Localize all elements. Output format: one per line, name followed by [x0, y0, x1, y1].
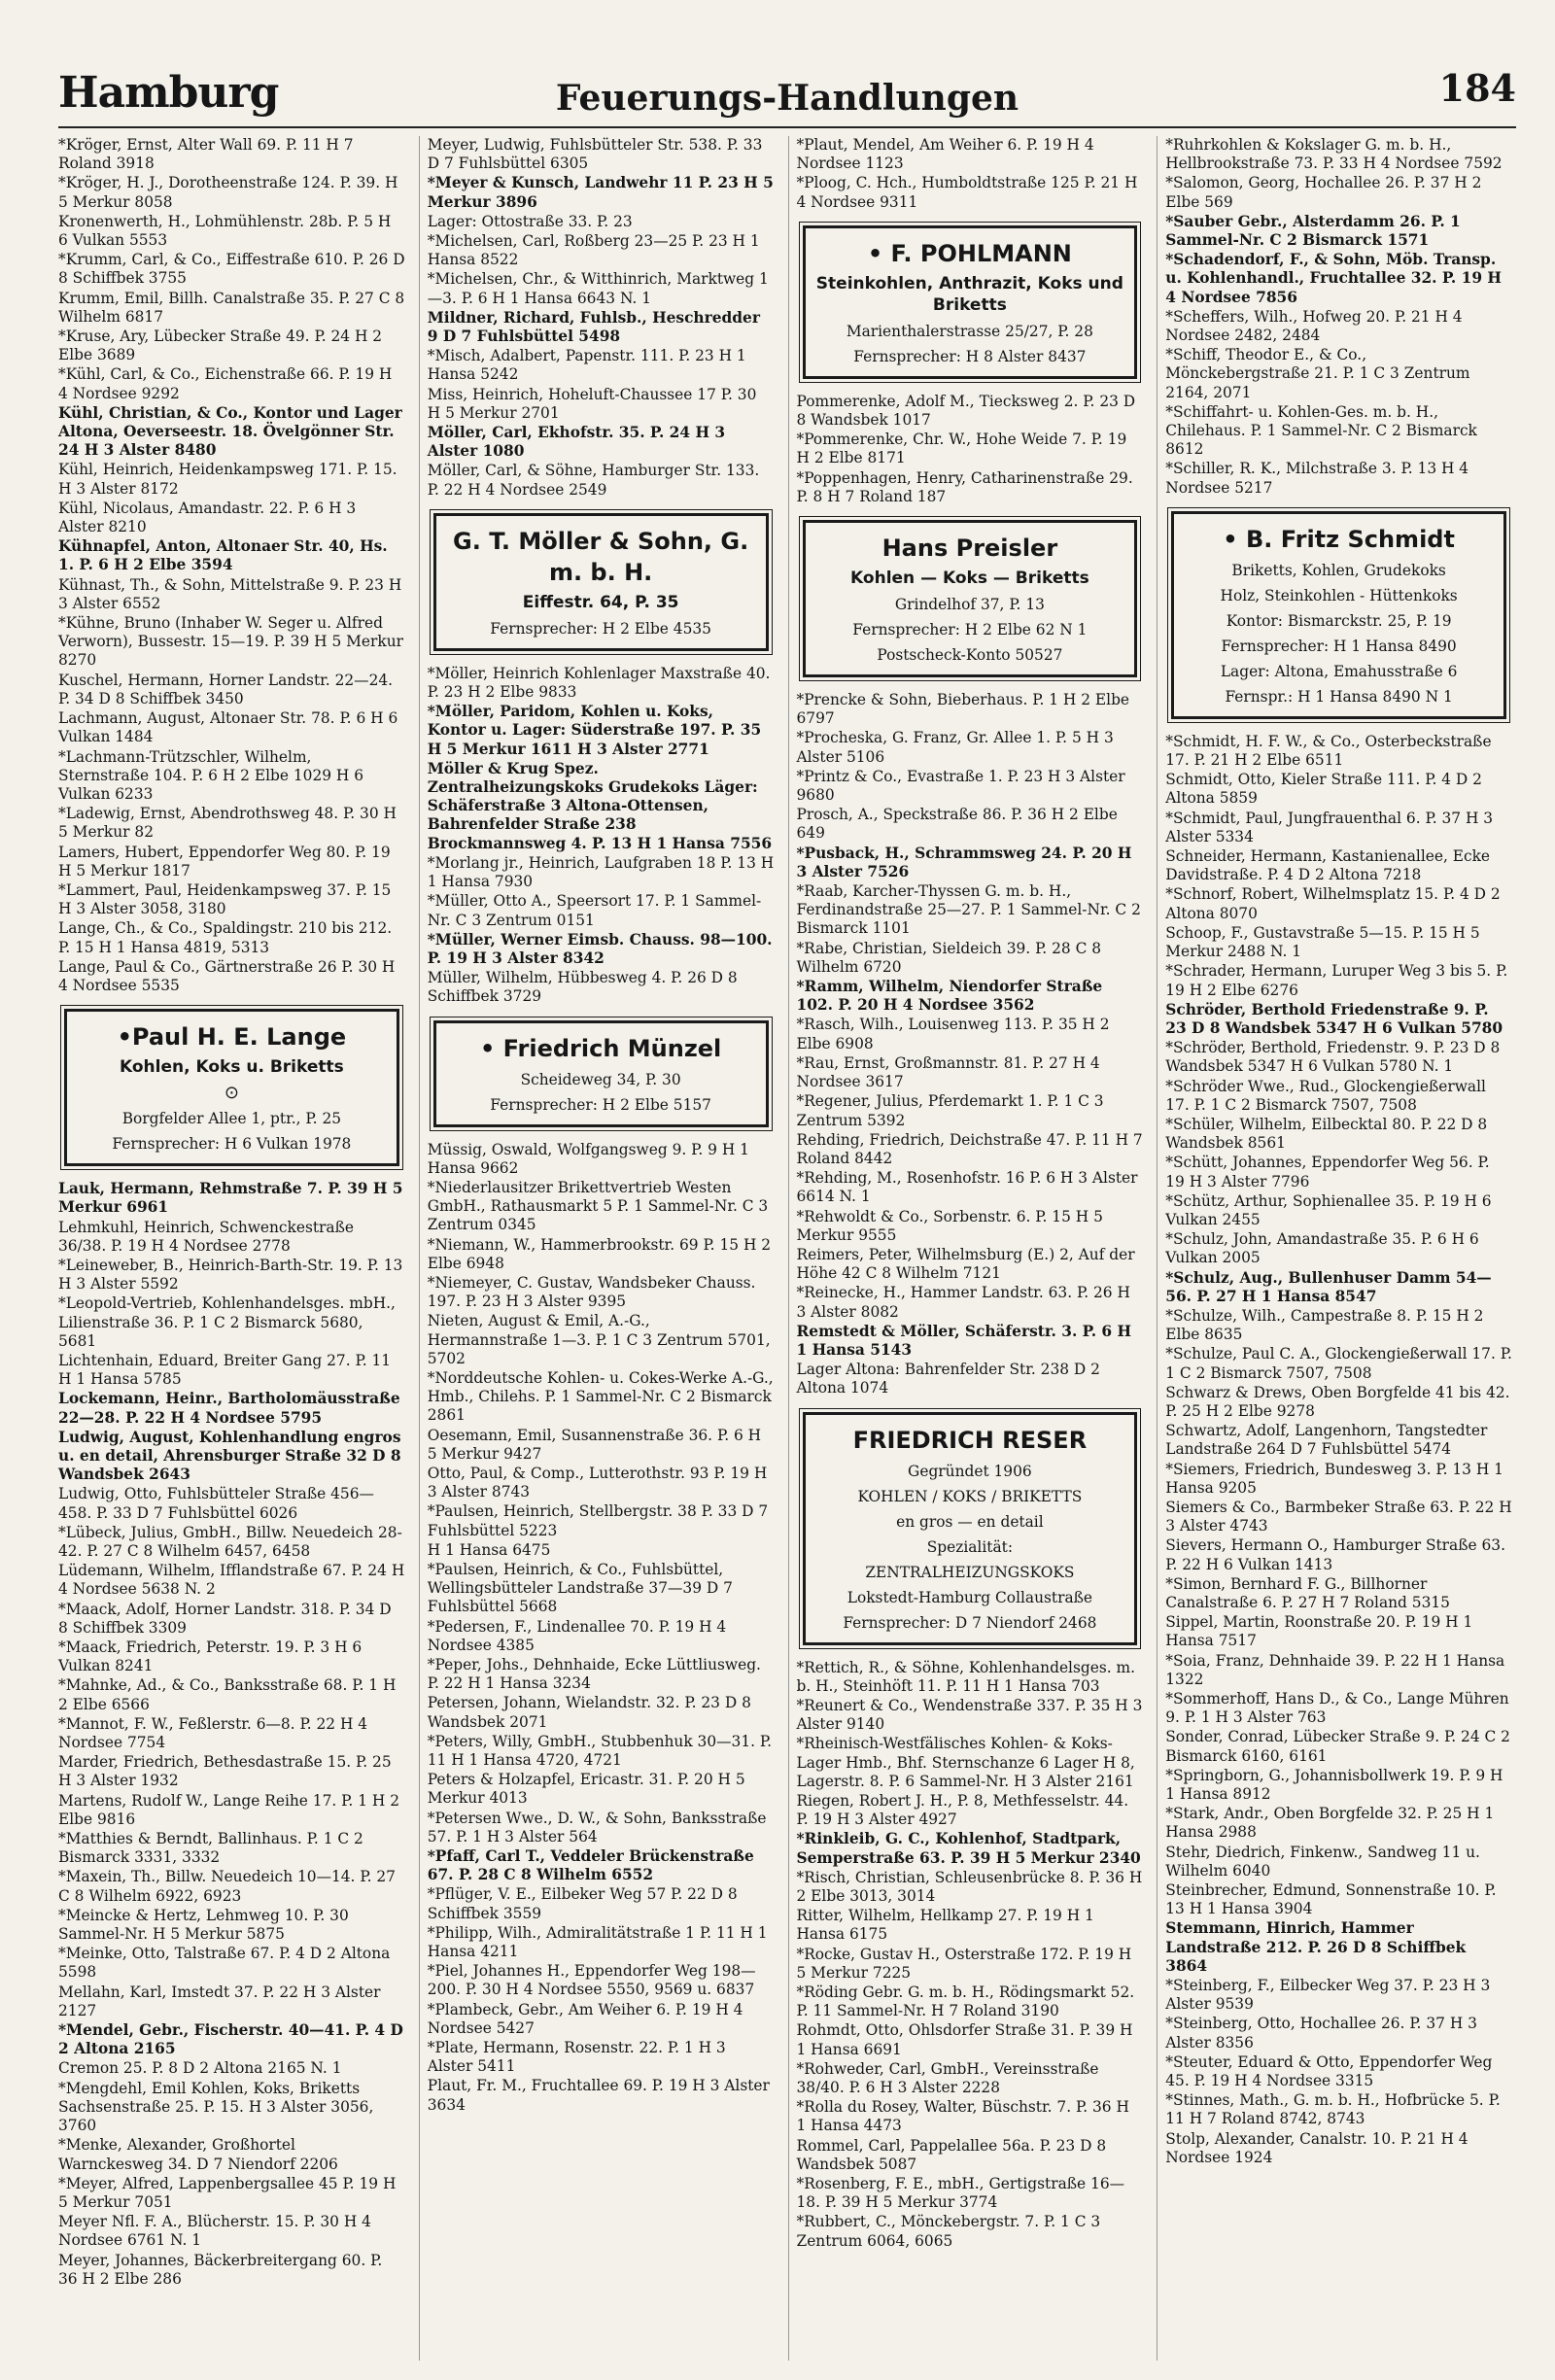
directory-entry: Stemmann, Hinrich, Hammer Landstraße 212. P. 26 D 8 Schiffbek 3864	[1165, 1919, 1471, 1975]
directory-entry: *Soia, Franz, Dehnhaide 39. P. 22 H 1 Hansa 1322	[1165, 1651, 1510, 1688]
directory-entry: *Schütz, Arthur, Sophienallee 35. P. 19 H 6 Vulkan 2455	[1165, 1191, 1497, 1228]
directory-entry: *Reinecke, H., Hammer Landstr. 63. P. 26 H 3 Alster 8082	[796, 1284, 1135, 1321]
directory-entry: *Rheinisch-Westfälisches Kohlen- & Koks-Lager Hmb., Bhf. Sternschanze 6 Lager H 8, Lagerstr. 8. P. 6 Sammel-Nr. H 3 Alster 2161	[796, 1735, 1140, 1790]
directory-entry: *Schütt, Johannes, Eppendorfer Weg 56. P. 19 H 3 Alster 7796	[1165, 1154, 1495, 1190]
advertisement-box	[803, 225, 1138, 379]
directory-entry: Meyer, Ludwig, Fuhlsbütteler Str. 538. P. 33 D 7 Fuhlsbüttel 6305	[427, 136, 768, 173]
directory-entry: *Rocke, Gustav H., Osterstraße 172. P. 19 H 5 Merkur 7225	[796, 1945, 1137, 1982]
ad-line: Borgfelder Allee 1, ptr., P. 25	[121, 1110, 342, 1128]
directory-entry: *Schulze, Paul C. A., Glockengießerwall 17. P. 1 C 2 Bismarck 7507, 7508	[1165, 1345, 1517, 1382]
directory-entry: Lamers, Hubert, Eppendorfer Weg 80. P. 19 H 5 Merkur 1817	[58, 843, 396, 880]
directory-entry: Martens, Rudolf W., Lange Reihe 17. P. 1 H 2 Elbe 9816	[58, 1791, 404, 1828]
directory-entry: *Kühl, Carl, & Co., Eichenstraße 66. P. 19 H 4 Nordsee 9292	[58, 365, 397, 402]
directory-entry: *Rettich, R., & Söhne, Kohlenhandelsges. m. b. H., Steinhöft 11. P. 11 H 1 Hansa 703	[796, 1658, 1140, 1695]
directory-entry: Rohmdt, Otto, Ohlsdorfer Straße 31. P. 39 H 1 Hansa 6691	[796, 2021, 1138, 2058]
directory-entry: Kühnapfel, Anton, Altonaer Str. 40, Hs. 1. P. 6 H 2 Elbe 3594	[58, 537, 394, 574]
directory-entry: Ludwig, Otto, Fuhlsbütteler Straße 456—458. P. 33 D 7 Fuhlsbüttel 6026	[58, 1485, 374, 1522]
ad-subtitle: Steinkohlen, Anthrazit, Koks und Briketts	[815, 273, 1123, 315]
directory-entry: *Philipp, Wilh., Admiralitätstraße 1 P. 11 H 1 Hansa 4211	[427, 1923, 773, 1961]
directory-entry: *Mendel, Gebr., Fischerstr. 40—41. P. 4 D 2 Altona 2165	[58, 2021, 409, 2058]
directory-entry: *Steinberg, Otto, Hochallee 26. P. 37 H 3 Alster 8356	[1165, 2015, 1482, 2052]
directory-entry: *Rasch, Wilh., Louisenweg 113. P. 35 H 2 Elbe 6908	[796, 1016, 1115, 1052]
directory-entry: *Kruse, Ary, Lübecker Straße 49. P. 24 H 2 Elbe 3689	[58, 328, 387, 364]
directory-entry: *Möller, Heinrich Kohlenlager Maxstraße 40. P. 23 H 2 Elbe 9833	[427, 664, 776, 702]
directory-entry: *Ploog, C. Hch., Humboldtstraße 125 P. 21 H 4 Nordsee 9311	[796, 174, 1143, 211]
directory-entry: *Plate, Hermann, Rosenstr. 22. P. 1 H 3 Alster 5411	[427, 2039, 731, 2076]
directory-entry: Prosch, A., Speckstraße 86. P. 36 H 2 Elbe 649	[796, 806, 1123, 843]
directory-entry: Schmidt, Otto, Kieler Straße 111. P. 4 D 2 Altona 5859	[1165, 771, 1487, 808]
ad-title: FRIEDRICH RESER	[852, 1426, 1088, 1454]
ad-title: •Paul H. E. Lange	[117, 1023, 347, 1052]
directory-entry: *Pommerenke, Chr. W., Hohe Weide 7. P. 19 H 2 Elbe 8171	[796, 431, 1132, 467]
directory-entry: *Rau, Ernst, Großmannstr. 81. P. 27 H 4 Nordsee 3617	[796, 1053, 1105, 1091]
directory-entry: *Sommerhoff, Hans D., & Co., Lange Mühren 9. P. 1 H 3 Alster 763	[1165, 1690, 1514, 1727]
directory-entry: *Printz & Co., Evastraße 1. P. 23 H 3 Alster 9680	[796, 767, 1130, 805]
directory-entry: *Kühne, Bruno (Inhaber W. Seger u. Alfred Verworn), Bussestr. 15—19. P. 39 H 5 Merkur 8270	[58, 614, 408, 670]
directory-entry: Meyer, Johannes, Bäckerbreitergang 60. P. 36 H 2 Elbe 286	[58, 2251, 388, 2288]
directory-entry: *Ramm, Wilhelm, Niendorfer Straße 102. P. 20 H 4 Nordsee 3562	[796, 978, 1108, 1015]
ad-line: Fernsprecher: H 6 Vulkan 1978	[112, 1135, 352, 1154]
directory-entry: H 1 Hansa 6475	[427, 1540, 551, 1559]
ad-line: KOHLEN / KOKS / BRIKETTS	[857, 1487, 1083, 1505]
directory-entry: *Rubbert, C., Mönckebergstr. 7. P. 1 C 3 Zentrum 6064, 6065	[796, 2213, 1106, 2250]
directory-entry: *Leopold-Vertrieb, Kohlenhandelsges. mbH., Lilienstraße 36. P. 1 C 2 Bismarck 5680, 5681	[58, 1294, 400, 1350]
directory-entry: Remstedt & Möller, Schäferstr. 3. P. 6 H 1 Hansa 5143	[796, 1322, 1137, 1359]
directory-entry: *Kröger, H. J., Dorotheenstraße 124. P. 39. H 5 Merkur 8058	[58, 174, 403, 211]
advertisement-box	[1171, 511, 1506, 719]
ad-line: Postscheck-Konto 50527	[877, 646, 1063, 665]
ad-subtitle: Eiffestr. 64, P. 35	[522, 592, 679, 612]
ad-line: ZENTRALHEIZUNGSKOKS	[865, 1563, 1075, 1581]
ad-line: Fernsprecher: H 8 Alster 8437	[853, 347, 1087, 365]
directory-entry: *Rohweder, Carl, GmbH., Vereinsstraße 38/40. P. 6 H 3 Alster 2228	[796, 2059, 1104, 2097]
directory-entry: *Poppenhagen, Henry, Catharinenstraße 29. P. 8 H 7 Roland 187	[796, 468, 1138, 505]
column-1	[58, 136, 409, 2361]
directory-entry: Steinbrecher, Edmund, Sonnenstraße 10. P. 13 H 1 Hansa 3904	[1165, 1881, 1502, 1918]
directory-entry: *Mannot, F. W., Feßlerstr. 6—8. P. 22 H 4 Nordsee 7754	[58, 1714, 372, 1752]
directory-entry: Lichtenhain, Eduard, Breiter Gang 27. P. 11 H 1 Hansa 5785	[58, 1351, 397, 1389]
directory-entry: *Stinnes, Math., G. m. b. H., Hofbrücke 5. P. 11 H 7 Roland 8742, 8743	[1165, 2091, 1505, 2128]
directory-entry: *Schadendorf, F., & Sohn, Möb. Transp. u. Kohlenhandl., Fruchtallee 32. P. 19 H 4 Nordsee 7856	[1165, 251, 1507, 306]
directory-entry: *Rehwoldt & Co., Sorbenstr. 6. P. 15 H 5 Merkur 9555	[796, 1207, 1108, 1244]
directory-entry: *Meyer & Kunsch, Landwehr 11 P. 23 H 5 Merkur 3896	[427, 174, 779, 211]
ad-line: Grindelhof 37, P. 13	[894, 596, 1045, 614]
directory-entry: *Krumm, Carl, & Co., Eiffestraße 610. P. 26 D 8 Schiffbek 3755	[58, 251, 410, 288]
directory-entry: Schwarz & Drews, Oben Borgfelde 41 bis 42. P. 25 H 2 Elbe 9278	[1165, 1383, 1515, 1420]
directory-entry: *Ladewig, Ernst, Abendrothsweg 48. P. 30 H 5 Merkur 82	[58, 805, 401, 842]
ad-line: Lager: Altona, Emahusstraße 6	[1220, 662, 1458, 680]
directory-entry: *Plambeck, Gebr., Am Weiher 6. P. 19 H 4 Nordsee 5427	[427, 2000, 748, 2037]
directory-entry: Mildner, Richard, Fuhlsb., Heschredder 9 D 7 Fuhlsbüttel 5498	[427, 308, 766, 346]
ad-line: Fernsprecher: H 2 Elbe 5157	[490, 1095, 711, 1114]
directory-entry: *Pflüger, V. E., Eilbeker Weg 57 P. 22 D 8 Schiffbek 3559	[427, 1885, 743, 1922]
directory-entry: *Risch, Christian, Schleusenbrücke 8. P. 36 H 2 Elbe 3013, 3014	[796, 1868, 1148, 1905]
directory-entry: *Pfaff, Carl T., Veddeler Brückenstraße 67. P. 28 C 8 Wilhelm 6552	[427, 1847, 760, 1884]
directory-entry: Miss, Heinrich, Hoheluft-Chaussee 17 P. 30 H 5 Merkur 2701	[427, 385, 762, 422]
ad-line: Fernsprecher: H 2 Elbe 62 N 1	[852, 621, 1088, 639]
directory-entry: *Rinkleib, G. C., Kohlenhof, Stadtpark, Semperstraße 63. P. 39 H 5 Merkur 2340	[796, 1830, 1141, 1867]
section-title: Feuerungs-Handlungen	[555, 78, 1019, 119]
directory-entry: *Meyer, Alfred, Lappenbergsallee 45 P. 19 H 5 Merkur 7051	[58, 2174, 401, 2211]
directory-entry: *Schmidt, H. F. W., & Co., Osterbeckstraße 17. P. 21 H 2 Elbe 6511	[1165, 732, 1497, 770]
directory-entry: *Misch, Adalbert, Papenstr. 111. P. 23 H 1 Hansa 5242	[427, 347, 751, 384]
directory-entry: Müssig, Oswald, Wolfgangsweg 9. P. 9 H 1 Hansa 9662	[427, 1140, 754, 1177]
directory-entry: Marder, Friedrich, Bethesdastraße 15. P. 25 H 3 Alster 1932	[58, 1753, 397, 1790]
directory-entry: *Lübeck, Julius, GmbH., Billw. Neuedeich 28-42. P. 27 C 8 Wilhelm 6457, 6458	[58, 1523, 402, 1560]
directory-entry: *Schulz, John, Amandastraße 35. P. 6 H 6 Vulkan 2005	[1165, 1230, 1484, 1267]
directory-entry: Stolp, Alexander, Canalstr. 10. P. 21 H 4 Nordsee 1924	[1165, 2129, 1473, 2166]
ornament-icon: ⊙	[224, 1083, 239, 1104]
directory-entry: Nieten, August & Emil, A.-G., Hermannstraße 1—3. P. 1 C 3 Zentrum 5701, 5702	[427, 1312, 776, 1367]
directory-entry: *Peters, Willy, GmbH., Stubbenhuk 30—31. P. 11 H 1 Hansa 4720, 4721	[427, 1732, 777, 1770]
directory-entry: *Schulze, Wilh., Campestraße 8. P. 15 H 2 Elbe 8635	[1165, 1306, 1489, 1344]
directory-entry: *Steuter, Eduard & Otto, Eppendorfer Weg 45. P. 19 H 4 Nordsee 3315	[1165, 2052, 1498, 2090]
ad-line: Spezialität:	[926, 1537, 1014, 1556]
ad-line: Kontor: Bismarckstr. 25, P. 19	[1226, 611, 1452, 630]
directory-entry: *Springborn, G., Johannisbollwerk 19. P. 9 H 1 Hansa 8912	[1165, 1766, 1508, 1804]
ad-line: Fernsprecher: D 7 Niendorf 2468	[843, 1613, 1097, 1632]
directory-entry: *Schüler, Wilhelm, Eilbecktal 80. P. 22 D 8 Wandsbek 8561	[1165, 1115, 1493, 1153]
directory-entry: Lachmann, August, Altonaer Str. 78. P. 6 H 6 Vulkan 1484	[58, 709, 403, 746]
directory-entry: *Meincke & Hertz, Lehmweg 10. P. 30 Sammel-Nr. H 5 Merkur 5875	[58, 1906, 354, 1944]
directory-entry: Kühnast, Th., & Sohn, Mittelstraße 9. P. 23 H 3 Alster 6552	[58, 575, 407, 612]
directory-entry: Otto, Paul, & Comp., Lutterothstr. 93 P. 19 H 3 Alster 8743	[427, 1464, 773, 1501]
directory-entry: *Michelsen, Chr., & Witthinrich, Marktweg 1—3. P. 6 H 1 Hansa 6643 N. 1	[427, 270, 769, 307]
directory-entry: *Rehding, M., Rosenhofstr. 16 P. 6 H 3 Alster 6614 N. 1	[796, 1169, 1143, 1206]
directory-entry: Kühl, Heinrich, Heidenkampsweg 171. P. 15. H 3 Alster 8172	[58, 461, 402, 498]
column-2	[419, 136, 778, 2361]
advertisement-box	[433, 513, 769, 651]
directory-entry: *Petersen Wwe., D. W., & Sohn, Banksstraße 57. P. 1 H 3 Alster 564	[427, 1809, 772, 1845]
directory-entry: Pommerenke, Adolf M., Tiecksweg 2. P. 23 D 8 Wandsbek 1017	[796, 392, 1141, 430]
city-heading: Hamburg	[58, 68, 279, 118]
ad-line: Scheideweg 34, P. 30	[520, 1070, 681, 1088]
advertisement-box	[803, 520, 1138, 677]
directory-entry: *Paulsen, Heinrich, & Co., Fuhlsbüttel, Wellingsbütteler Landstraße 37—39 D 7 Fuhlsbüttel 5668	[427, 1560, 738, 1616]
directory-entry: *Peper, Johs., Dehnhaide, Ecke Lüttliusweg. P. 22 H 1 Hansa 3234	[427, 1656, 766, 1693]
directory-entry: Kühl, Christian, & Co., Kontor und Lager Altona, Oeverseestr. 18. Övelgönner Str. 24 H 3 Alster 8480	[58, 403, 408, 460]
directory-entry: Stehr, Diedrich, Finkenw., Sandweg 11 u. Wilhelm 6040	[1165, 1843, 1485, 1880]
ad-title: • F. POHLMANN	[867, 239, 1072, 267]
directory-entry: *Steinberg, F., Eilbecker Weg 37. P. 23 H 3 Alster 9539	[1165, 1977, 1496, 2014]
ad-line: Fernsprecher: H 1 Hansa 8490	[1221, 637, 1457, 655]
directory-entry: *Pedersen, F., Lindenallee 70. P. 19 H 4 Nordsee 4385	[427, 1617, 732, 1654]
directory-entry: Krumm, Emil, Billh. Canalstraße 35. P. 27 C 8 Wilhelm 6817	[58, 289, 410, 326]
directory-entry: Lehmkuhl, Heinrich, Schwenckestraße 36/38. P. 19 H 4 Nordsee 2778	[58, 1218, 359, 1255]
ad-title: Hans Preisler	[881, 535, 1058, 563]
directory-entry: *Maxein, Th., Billw. Neuedeich 10—14. P. 27 C 8 Wilhelm 6922, 6923	[58, 1868, 400, 1905]
directory-entry: Schwartz, Adolf, Langenhorn, Tangstedter Landstraße 264 D 7 Fuhlsbüttel 5474	[1165, 1422, 1493, 1459]
directory-entry: *Schulz, Aug., Bullenhuser Damm 54—56. P. 27 H 1 Hansa 8547	[1165, 1268, 1492, 1305]
directory-entry: Ritter, Wilhelm, Hellkamp 27. P. 19 H 1 Hansa 6175	[796, 1907, 1099, 1944]
directory-entry: *Schröder, Berthold, Friedenstr. 9. P. 23 D 8 Wandsbek 5347 H 6 Vulkan 5780 N. 1	[1165, 1039, 1505, 1076]
directory-entry: Müller, Wilhelm, Hübbesweg 4. P. 26 D 8 Schiffbek 3729	[427, 969, 743, 1006]
directory-entry: Schröder, Berthold Friedenstraße 9. P. 23 D 8 Wandsbek 5347 H 6 Vulkan 5780	[1165, 1000, 1503, 1037]
column-3	[788, 136, 1148, 2361]
directory-entry: *Maack, Friedrich, Peterstr. 19. P. 3 H 6 Vulkan 8241	[58, 1638, 367, 1675]
directory-entry: *Schiffahrt- u. Kohlen-Ges. m. b. H., Chilehaus. P. 1 Sammel-Nr. C 2 Bismarck 8612	[1165, 402, 1482, 459]
directory-entry: *Schnorf, Robert, Wilhelmsplatz 15. P. 4 D 2 Altona 8070	[1165, 885, 1505, 922]
ad-title: • B. Fritz Schmidt	[1223, 525, 1455, 553]
directory-entry: *Procheska, G. Franz, Gr. Allee 1. P. 5 H 3 Alster 5106	[796, 729, 1119, 766]
directory-entry: Meyer Nfl. F. A., Blücherstr. 15. P. 30 H 4 Nordsee 6761 N. 1	[58, 2213, 376, 2250]
ad-line: Marienthalerstrasse 25/27, P. 28	[846, 322, 1093, 340]
ad-title: G. T. Möller & Sohn, G. m. b. H.	[453, 527, 749, 586]
directory-entry: *Norddeutsche Kohlen- u. Cokes-Werke A.-G., Hmb., Chilehs. P. 1 Sammel-Nr. C 2 Bismarck 2861	[427, 1368, 778, 1425]
directory-entry: Sippel, Martin, Roonstraße 20. P. 19 H 1 Hansa 7517	[1165, 1613, 1478, 1650]
directory-entry: *Schiller, R. K., Milchstraße 3. P. 13 H 4 Nordsee 5217	[1165, 460, 1474, 497]
directory-entry: *Morlang jr., Heinrich, Laufgraben 18 P. 13 H 1 Hansa 7930	[427, 853, 779, 891]
directory-entry: *Siemers, Friedrich, Bundesweg 3. P. 13 H 1 Hansa 9205	[1165, 1460, 1508, 1497]
directory-entry: *Niemann, W., Hammerbrookstr. 69 P. 15 H 2 Elbe 6948	[427, 1235, 776, 1272]
directory-entry: Cremon 25. P. 8 D 2 Altona 2165 N. 1	[58, 2059, 342, 2078]
directory-entry: *Mahnke, Ad., & Co., Banksstraße 68. P. 1 H 2 Elbe 6566	[58, 1676, 401, 1713]
ad-line: Fernspr.: H 1 Hansa 8490 N 1	[1225, 687, 1453, 706]
directory-entry: Lager: Ottostraße 33. P. 23	[427, 212, 633, 230]
directory-entry: *Rosenberg, F. E., mbH., Gertigstraße 16—18. P. 39 H 5 Merkur 3774	[796, 2175, 1125, 2212]
directory-entry: *Lammert, Paul, Heidenkampsweg 37. P. 15 H 3 Alster 3058, 3180	[58, 880, 397, 918]
directory-entry: *Piel, Johannes H., Eppendorfer Weg 198—200. P. 30 H 4 Nordsee 5550, 9569 u. 6837	[427, 1962, 756, 1999]
directory-entry: Plaut, Fr. M., Fruchtallee 69. P. 19 H 3 Alster 3634	[427, 2077, 775, 2114]
directory-entry: *Meinke, Otto, Talstraße 67. P. 4 D 2 Altona 5598	[58, 1945, 396, 1982]
advertisement-box	[433, 1020, 769, 1127]
directory-entry: Lange, Paul & Co., Gärtnerstraße 26 P. 30 H 4 Nordsee 5535	[58, 957, 400, 994]
ad-line: Lokstedt-Hamburg Collaustraße	[847, 1588, 1093, 1606]
directory-entry: *Prencke & Sohn, Bieberhaus. P. 1 H 2 Elbe 6797	[796, 691, 1134, 728]
directory-entry: *Ruhrkohlen & Kokslager G. m. b. H., Hellbrookstraße 73. P. 33 H 4 Nordsee 7592	[1165, 136, 1503, 173]
directory-columns	[58, 136, 1516, 2361]
directory-entry: Petersen, Johann, Wielandstr. 32. P. 23 D 8 Wandsbek 2071	[427, 1694, 756, 1731]
ad-line: Briketts, Kohlen, Grudekoks	[1231, 561, 1446, 579]
page-number: 184	[1438, 66, 1516, 110]
directory-entry: *Sauber Gebr., Alsterdamm 26. P. 1 Sammel-Nr. C 2 Bismarck 1571	[1165, 212, 1467, 250]
directory-entry: Riegen, Robert J. H., P. 8, Methfesselstr. 44. P. 19 H 3 Alster 4927	[796, 1791, 1133, 1829]
ad-title: • Friedrich Münzel	[479, 1034, 722, 1062]
directory-entry: *Schröder Wwe., Rud., Glockengießerwall 17. P. 1 C 2 Bismarck 7507, 7508	[1165, 1077, 1491, 1114]
directory-entry: *Röding Gebr. G. m. b. H., Rödingsmarkt 52. P. 11 Sammel-Nr. H 7 Roland 3190	[796, 1983, 1140, 2020]
directory-entry: Reimers, Peter, Wilhelmsburg (E.) 2, Auf der Höhe 42 C 8 Wilhelm 7121	[796, 1245, 1140, 1283]
directory-entry: *Matthies & Berndt, Ballinhaus. P. 1 C 2 Bismarck 3331, 3332	[58, 1830, 368, 1867]
directory-entry: *Kröger, Ernst, Alter Wall 69. P. 11 H 7 Roland 3918	[58, 136, 359, 173]
directory-entry: Möller, Carl, Ekhofstr. 35. P. 24 H 3 Alster 1080	[427, 424, 731, 461]
ad-line: en gros — en detail	[896, 1512, 1044, 1531]
directory-entry: Lauk, Hermann, Rehmstraße 7. P. 39 H 5 Merkur 6961	[58, 1180, 408, 1217]
directory-entry: *Leineweber, B., Heinrich-Barth-Str. 19. P. 13 H 3 Alster 5592	[58, 1256, 408, 1293]
directory-entry: *Scheffers, Wilh., Hofweg 20. P. 21 H 4 Nordsee 2482, 2484	[1165, 307, 1468, 345]
directory-entry: Mellahn, Karl, Imstedt 37. P. 22 H 3 Alster 2127	[58, 1983, 386, 2019]
directory-entry: *Michelsen, Carl, Roßberg 23—25 P. 23 H 1 Hansa 8522	[427, 232, 765, 269]
directory-entry: *Rolla du Rosey, Walter, Büschstr. 7. P. 36 H 1 Hansa 4473	[796, 2098, 1134, 2135]
ad-subtitle: Kohlen — Koks — Briketts	[850, 569, 1089, 589]
directory-entry: *Schiff, Theodor E., & Co., Mönckebergstraße 21. P. 1 C 3 Zentrum 2164, 2071	[1165, 346, 1475, 401]
directory-entry: Kühl, Nicolaus, Amandastr. 22. P. 6 H 3 Alster 8210	[58, 499, 362, 536]
directory-entry: *Raab, Karcher-Thyssen G. m. b. H., Ferdinandstraße 25—27. P. 1 Sammel-Nr. C 2 Bismarck 1101	[796, 882, 1146, 938]
column-4	[1157, 136, 1516, 2361]
directory-entry: Sievers, Hermann O., Hamburger Straße 63. P. 22 H 6 Vulkan 1413	[1165, 1536, 1510, 1573]
ad-line: Gegründet 1906	[908, 1462, 1032, 1480]
directory-entry: Oesemann, Emil, Susannenstraße 36. P. 6 H 5 Merkur 9427	[427, 1426, 766, 1463]
directory-entry: *Salomon, Georg, Hochallee 26. P. 37 H 2 Elbe 569	[1165, 174, 1487, 211]
directory-entry: *Pusback, H., Schrammsweg 24. P. 20 H 3 Alster 7526	[796, 844, 1137, 880]
directory-entry: Schneider, Hermann, Kastanienallee, Ecke Davidstraße. P. 4 D 2 Altona 7218	[1165, 847, 1495, 884]
directory-entry: Schoop, F., Gustavstraße 5—15. P. 15 H 5 Merkur 2488 N. 1	[1165, 923, 1485, 961]
directory-entry: Lüdemann, Wilhelm, Ifflandstraße 67. P. 24 H 4 Nordsee 5638 N. 2	[58, 1562, 410, 1599]
directory-entry: *Niederlausitzer Brikettvertrieb Westen GmbH., Rathausmarkt 5 P. 1 Sammel-Nr. C 3 Zentrum 0345	[427, 1178, 774, 1234]
directory-entry: Möller, Carl, & Söhne, Hamburger Str. 133. P. 22 H 4 Nordsee 2549	[427, 462, 765, 499]
directory-entry: *Stark, Andr., Oben Borgfelde 32. P. 25 H 1 Hansa 2988	[1165, 1805, 1500, 1842]
directory-entry: Kronenwerth, H., Lohmühlenstr. 28b. P. 5 H 6 Vulkan 5553	[58, 212, 397, 250]
directory-entry: *Möller, Paridom, Kohlen u. Koks, Kontor u. Lager: Süderstraße 197. P. 35 H 5 Merkur 1611 H 3 Alster 2771	[427, 703, 767, 758]
directory-entry: *Lachmann-Trützschler, Wilhelm, Sternstraße 104. P. 6 H 2 Elbe 1029 H 6 Vulkan 6233	[58, 747, 368, 803]
directory-entry: *Rabe, Christian, Sieldeich 39. P. 28 C 8 Wilhelm 6720	[796, 939, 1106, 976]
directory-entry: *Niemeyer, C. Gustav, Wandsbeker Chauss. 197. P. 23 H 3 Alster 9395	[427, 1273, 761, 1311]
directory-entry: Sonder, Conrad, Lübecker Straße 9. P. 24 C 2 Bismarck 6160, 6161	[1165, 1728, 1515, 1765]
directory-entry: Möller & Krug Spez. Zentralheizungskoks Grudekoks Läger: Schäferstraße 3 Altona-Ottensen, Bahrenfelder Straße 238 Brockmannsweg 4. P. 13 H 1 Hansa 7556	[427, 759, 773, 852]
directory-entry: Lockemann, Heinr., Bartholomäusstraße 22—28. P. 22 H 4 Nordsee 5795	[58, 1390, 405, 1427]
advertisement-box	[64, 1009, 399, 1166]
directory-entry: Ludwig, August, Kohlenhandlung engros u. en detail, Ahrensburger Straße 32 D 8 Wandsbek 2643	[58, 1428, 406, 1484]
ad-subtitle: Kohlen, Koks u. Briketts	[119, 1057, 344, 1078]
ad-line: Fernsprecher: H 2 Elbe 4535	[490, 619, 711, 638]
directory-entry: *Schrader, Hermann, Luruper Weg 3 bis 5. P. 19 H 2 Elbe 6276	[1165, 962, 1513, 999]
directory-entry: Lange, Ch., & Co., Spaldingstr. 210 bis 212. P. 15 H 1 Hansa 4819, 5313	[58, 919, 397, 956]
directory-entry: *Regener, Julius, Pferdemarkt 1. P. 1 C 3 Zentrum 5392	[796, 1092, 1109, 1129]
directory-entry: *Maack, Adolf, Horner Landstr. 318. P. 34 D 8 Schiffbek 3309	[58, 1600, 397, 1637]
directory-entry: *Müller, Werner Eimsb. Chauss. 98—100. P. 19 H 3 Alster 8342	[427, 930, 778, 967]
directory-entry: *Mengdehl, Emil Kohlen, Koks, Briketts Sachsenstraße 25. P. 15. H 3 Alster 3056, 3760	[58, 2079, 379, 2135]
directory-entry: Siemers & Co., Barmbeker Straße 63. P. 22 H 3 Alster 4743	[1165, 1498, 1517, 1535]
page-header	[58, 56, 1516, 128]
directory-entry: *Schmidt, Paul, Jungfrauenthal 6. P. 37 H 3 Alster 5334	[1165, 809, 1498, 845]
directory-entry: Rehding, Friedrich, Deichstraße 47. P. 11 H 7 Roland 8442	[796, 1130, 1148, 1167]
advertisement-box	[803, 1412, 1138, 1645]
ad-line: Holz, Steinkohlen - Hüttenkoks	[1220, 586, 1458, 604]
directory-entry: Rommel, Carl, Pappelallee 56a. P. 23 D 8 Wandsbek 5087	[796, 2136, 1112, 2173]
directory-entry: *Paulsen, Heinrich, Stellbergstr. 38 P. 33 D 7 Fuhlsbüttel 5223	[427, 1502, 774, 1539]
directory-entry: *Müller, Otto A., Speersort 17. P. 1 Sammel-Nr. C 3 Zentrum 0151	[427, 892, 762, 929]
directory-entry: Lager Altona: Bahrenfelder Str. 238 D 2 Altona 1074	[796, 1361, 1105, 1397]
directory-entry: *Plaut, Mendel, Am Weiher 6. P. 19 H 4 Nordsee 1123	[796, 136, 1099, 173]
directory-entry: Kuschel, Hermann, Horner Landstr. 22—24. P. 34 D 8 Schiffbek 3450	[58, 671, 397, 707]
directory-entry: *Simon, Bernhard F. G., Billhorner Canalstraße 6. P. 27 H 7 Roland 5315	[1165, 1574, 1450, 1611]
directory-entry: *Reunert & Co., Wendenstraße 337. P. 35 H 3 Alster 9140	[796, 1696, 1148, 1734]
directory-entry: *Menke, Alexander, Großhortel Warnckesweg 34. D 7 Niendorf 2206	[58, 2136, 338, 2173]
directory-entry: Peters & Holzapfel, Ericastr. 31. P. 20 H 5 Merkur 4013	[427, 1771, 750, 1808]
